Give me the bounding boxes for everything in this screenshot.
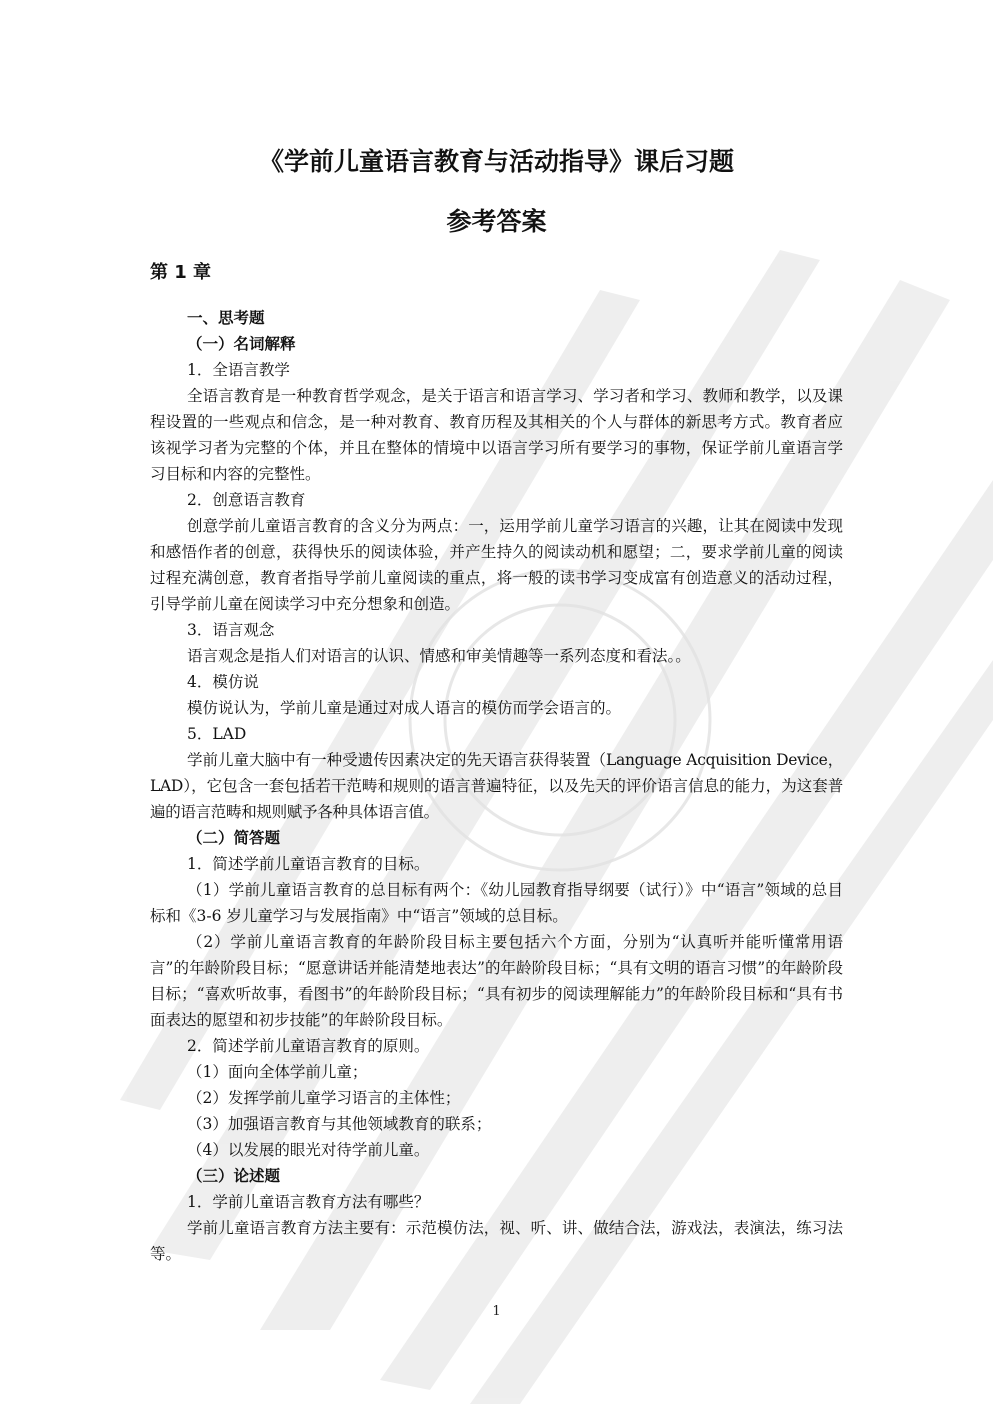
chapter-heading: 第 1 章 (150, 262, 212, 283)
document-body (150, 258, 843, 1267)
page-number: 1 (492, 1304, 501, 1319)
answer-paragraph: （1）学前儿童语言教育的总目标有两个：《幼儿园教育指导纲要（试行）》中“语言”领域的总目标和《3-6 岁儿童学习与发展指南》中“语言”领域的总目标。 (150, 881, 843, 925)
document-title: 《学前儿童语言教育与活动指导》课后习题 (258, 147, 734, 176)
list-item: （1）面向全体学前儿童； (187, 1063, 368, 1081)
question-title: 1．简述学前儿童语言教育的目标。 (187, 855, 430, 873)
subsection-heading-essay: （三）论述题 (187, 1167, 281, 1185)
term-title: 1．全语言教学 (187, 361, 290, 379)
term-definition: 创意学前儿童语言教育的含义分为两点：一，运用学前儿童学习语言的兴趣，让其在阅读中发现和感悟作者的创意，获得快乐的阅读体验，并产生持久的阅读动机和愿望；二，要求学前儿童的阅读过程充满创意，教育者指导学前儿童阅读的重点，将一般的读书学习变成富有创造意义的活动过程，引导学前儿童在阅读学习中充分想象和创造。 (150, 517, 843, 613)
list-item: （3）加强语言教育与其他领域教育的联系； (187, 1115, 492, 1133)
term-definition: 学前儿童大脑中有一种受遗传因素决定的先天语言获得装置（Language Acquisition Device，LAD），它包含一套包括若干范畴和规则的语言普遍特征，以及先天的评价语言信息的能力，为这套普遍的语言范畴和规则赋予各种具体语言值。 (150, 751, 843, 821)
subsection-heading-short-answer: （二）简答题 (187, 829, 281, 847)
list-item: （4）以发展的眼光对待学前儿童。 (187, 1141, 430, 1159)
list-item: （2）发挥学前儿童学习语言的主体性； (187, 1089, 461, 1107)
subsection-heading-terms: （一）名词解释 (187, 335, 296, 353)
answer-paragraph: 学前儿童语言教育方法主要有：示范模仿法，视、听、讲、做结合法，游戏法，表演法，练习法等。 (150, 1219, 843, 1263)
document-subtitle: 参考答案 (446, 207, 547, 236)
term-title: 4．模仿说 (187, 673, 259, 691)
question-title: 1．学前儿童语言教育方法有哪些？ (187, 1193, 430, 1211)
answer-paragraph: （2）学前儿童语言教育的年龄阶段目标主要包括六个方面，分别为“认真听并能听懂常用语言”的年龄阶段目标；“愿意讲话并能清楚地表达”的年龄阶段目标；“具有文明的语言习惯”的年龄阶段目标；“喜欢听故事，看图书”的年龄阶段目标；“具有初步的阅读理解能力”的年龄阶段目标和“具有书面表达的愿望和初步技能”的年龄阶段目标。 (150, 933, 843, 1029)
question-title: 2．简述学前儿童语言教育的原则。 (187, 1037, 430, 1055)
term-title: 3．语言观念 (187, 621, 275, 639)
term-definition: 语言观念是指人们对语言的认识、情感和审美情趣等一系列态度和看法。。 (187, 647, 691, 665)
term-definition: 全语言教育是一种教育哲学观念，是关于语言和语言学习、学习者和学习、教师和教学，以及课程设置的一些观点和信念，是一种对教育、教育历程及其相关的个人与群体的新思考方式。教育者应该视学习者为完整的个体，并且在整体的情境中以语言学习所有要学习的事物，保证学前儿童语言学习目标和内容的完整性。 (150, 387, 843, 483)
term-definition: 模仿说认为，学前儿童是通过对成人语言的模仿而学会语言的。 (187, 699, 622, 717)
section-heading: 一、思考题 (187, 309, 265, 327)
term-title: 5．LAD (187, 725, 247, 743)
term-title: 2．创意语言教育 (187, 491, 306, 509)
